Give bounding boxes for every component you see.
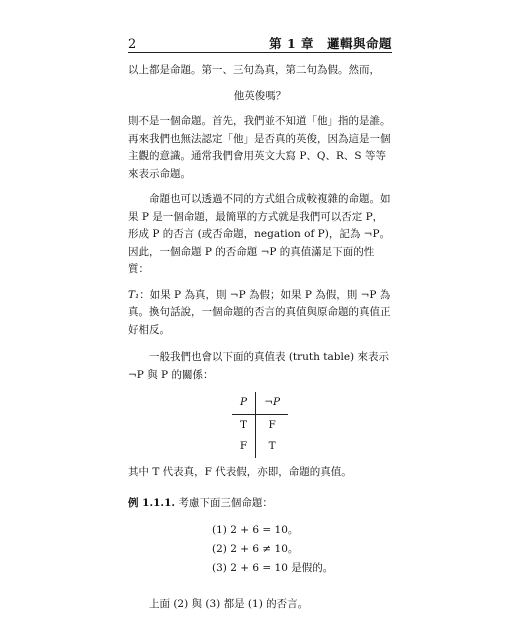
paragraph-3: 命題也可以透過不同的方式組合成較複雜的命題。如果 P 是一個命題，最簡單的方式就是我們可以否定 P，形成 P 的否言 (或否命題，negation of P)，記為 ¬P。因此，一個命題 P 的否命題 ¬P 的真值滿足下面的性質： [128, 193, 391, 275]
header-rule [128, 52, 392, 53]
page-header [128, 34, 392, 52]
paragraph-5: 其中 T 代表真，F 代表假，亦即，命題的真值。 [128, 465, 352, 478]
truth-table-header-not-p: ¬P [256, 392, 288, 414]
truth-table-cell: F [232, 436, 256, 458]
paragraph-4: 一般我們也會以下面的真值表 (truth table) 來表示 ¬P 與 P 的關係： [128, 351, 389, 381]
truth-table-header-row [232, 392, 288, 414]
chapter-title: 第 1 章 邏輯與命題 [269, 36, 392, 51]
example-label: 例 1.1.1. [128, 497, 176, 509]
theorem-label: T₁ [128, 288, 140, 301]
closing-paragraph: 上面 (2) 與 (3) 都是 (1) 的否言。 [149, 597, 309, 610]
paragraph-1: 以上都是命題。第一、三句為真，第二句為假。然而， [128, 64, 380, 76]
truth-table-cell: T [268, 440, 276, 452]
page-number: 2 [128, 37, 137, 52]
truth-table-row [232, 414, 288, 436]
example-item: (1) 2 + 6 = 10。 [212, 523, 299, 536]
example-item: (3) 2 + 6 = 10 是假的。 [212, 561, 334, 574]
truth-table-row [232, 436, 288, 458]
example-list [212, 521, 392, 578]
page-body [128, 62, 392, 621]
truth-table-cell: T [232, 414, 256, 436]
example-heading [128, 495, 392, 513]
truth-table-cell: F [268, 418, 276, 431]
example-question: 他英俊嗎？ [233, 89, 287, 102]
truth-table-header-p: P [232, 392, 256, 414]
example-item: (2) 2 + 6 ≠ 10。 [212, 542, 299, 555]
theorem-text: ：如果 P 為真，則 ¬P 為假；如果 P 為假，則 ¬P 為真。換句話說，一個命題的否言的真值與原命題的真值正好相反。 [128, 288, 391, 336]
truth-table [232, 392, 288, 458]
example-intro: 考慮下面三個命題： [178, 497, 273, 509]
paragraph-2: 則不是一個命題。首先，我們並不知道「他」指的是誰。再來我們也無法認定「他」是否真的英俊，因為這是一個主觀的意識。通常我們會用英文大寫 P、Q、R、S 等等來表示命題。 [128, 115, 391, 180]
theorem-t1 [128, 287, 392, 340]
